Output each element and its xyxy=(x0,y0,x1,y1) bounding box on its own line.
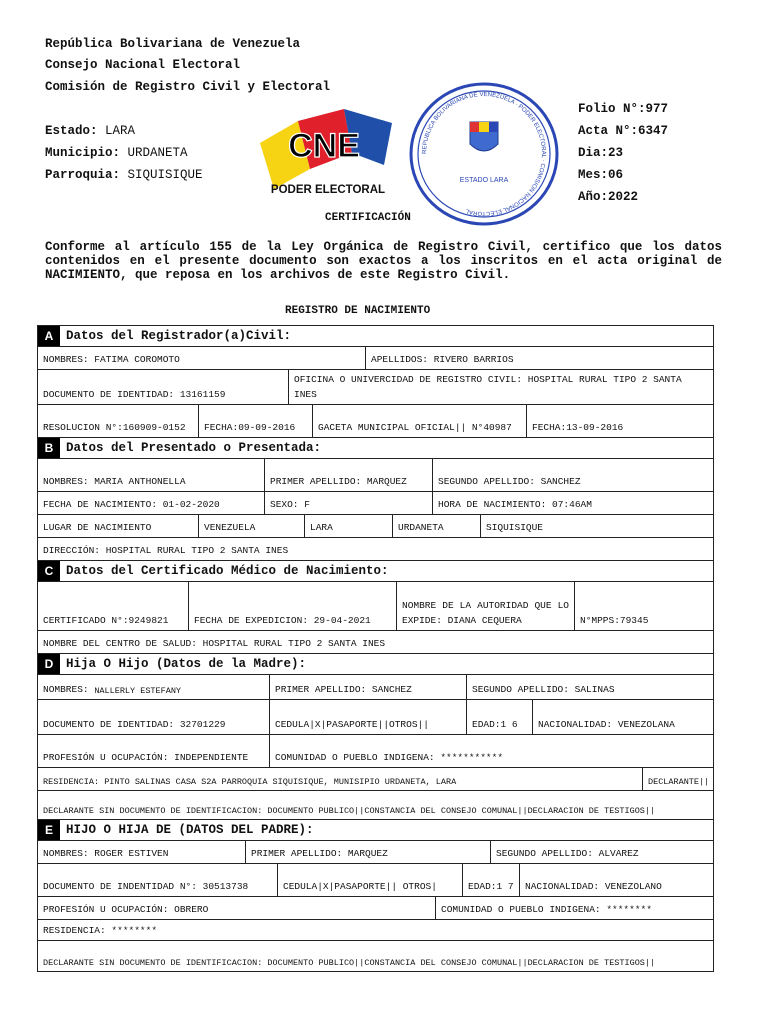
c-row-2 xyxy=(38,630,713,653)
e-segundo-apellido: SEGUNDO APELLIDO: ALVAREZ xyxy=(490,841,713,863)
d-documento: DOCUMENTO DE IDENTIDAD: 32701229 xyxy=(43,719,226,730)
anio: Año:2022 xyxy=(578,190,639,204)
d-nacionalidad: NACIONALIDAD: VENEZOLANA xyxy=(532,700,713,734)
header-line-2: Consejo Nacional Electoral xyxy=(45,58,241,72)
section-b-letter: B xyxy=(38,438,60,458)
municipio-value: URDANETA xyxy=(127,146,188,160)
b-row-2 xyxy=(38,491,713,514)
e-row-3 xyxy=(38,896,713,919)
section-c-header xyxy=(38,560,713,581)
d-profesion: PROFESIÓN U OCUPACIÓN: INDEPENDIENTE xyxy=(43,752,249,763)
b-segundo-apellido: SEGUNDO APELLIDO: SANCHEZ xyxy=(432,459,713,491)
section-d-letter: D xyxy=(38,654,60,674)
b-estado: LARA xyxy=(304,515,392,537)
municipio-line xyxy=(45,146,188,160)
registro-title: REGISTRO DE NACIMIENTO xyxy=(285,305,431,317)
b-nombres: NOMBRES: MARIA ANTHONELLA xyxy=(43,476,186,487)
header-line-3: Comisión de Registro Civil y Electoral xyxy=(45,80,331,94)
e-row-1 xyxy=(38,840,713,863)
a-row-2 xyxy=(38,369,713,404)
section-a-letter: A xyxy=(38,326,60,346)
e-row-4 xyxy=(38,919,713,940)
e-declarante-sin: DECLARANTE SIN DOCUMENTO DE IDENTIFICACION: DOCUMENTO PUBLICO||CONSTANCIA DEL CONSEJO COMUNAL||DECLARACION DE TESTIGOS|| xyxy=(43,958,656,968)
estado-line xyxy=(45,124,135,138)
a-apellidos: APELLIDOS: RIVERO BARRIOS xyxy=(365,347,713,369)
e-documento: DOCUMENTO DE INDENTIDAD N°: 30513738 xyxy=(43,881,249,892)
b-pais: VENEZUELA xyxy=(198,515,304,537)
estado-value: LARA xyxy=(105,124,136,138)
cne-logo xyxy=(252,105,404,199)
e-comunidad: COMUNIDAD O PUEBLO INDIGENA: ******** xyxy=(435,897,713,919)
section-a-title: Datos del Registrador(a)Civil: xyxy=(66,329,292,343)
d-edad: EDAD:1 6 xyxy=(466,700,532,734)
a-row-3 xyxy=(38,404,713,437)
d-row-1 xyxy=(38,674,713,699)
parroquia-value: SIQUISIQUE xyxy=(127,168,203,182)
b-fecha-nacimiento: FECHA DE NACIMIENTO: 01-02-2020 xyxy=(43,499,220,510)
seal-ring-text: REPUBLICA BOLIVARIANA DE VENEZUELA · PODER ELECTORAL · COMISION NACIONAL ELECTORAL xyxy=(421,91,547,217)
d-row-2 xyxy=(38,699,713,734)
folio: Folio N°:977 xyxy=(578,102,669,116)
d-segundo-apellido: SEGUNDO APELLIDO: SALINAS xyxy=(466,675,713,699)
a-fecha2: FECHA:13-09-2016 xyxy=(526,405,713,437)
c-centro-salud: NOMBRE DEL CENTRO DE SALUD: HOSPITAL RURAL TIPO 2 SANTA INES xyxy=(43,638,386,649)
section-c-letter: C xyxy=(38,561,60,581)
logo-text: CNE xyxy=(288,127,360,165)
official-seal xyxy=(408,78,560,230)
c-autoridad: NOMBRE DE LA AUTORIDAD QUE LO EXPIDE: DIANA CEQUERA xyxy=(396,582,574,630)
c-certificado: CERTIFICADO N°:9249821 xyxy=(43,615,169,626)
d-nombres-label: NOMBRES: xyxy=(43,684,89,695)
section-b-title: Datos del Presentado o Presentada: xyxy=(66,441,322,455)
a-documento: DOCUMENTO DE IDENTIDAD: 13161159 xyxy=(43,389,226,400)
b-lugar-label: LUGAR DE NACIMIENTO xyxy=(43,522,152,533)
b-row-3 xyxy=(38,514,713,537)
section-a-header xyxy=(38,326,713,346)
c-mpps: N°MPPS:79345 xyxy=(574,582,713,630)
estado-label: Estado: xyxy=(45,124,98,138)
e-primer-apellido: PRIMER APELLIDO: MARQUEZ xyxy=(245,841,490,863)
e-nombres: NOMBRES: ROGER ESTIVEN xyxy=(43,848,169,859)
section-e-title: HIJO O HIJA DE (DATOS DEL PADRE): xyxy=(66,823,314,837)
parroquia-line xyxy=(45,168,203,182)
b-row-1 xyxy=(38,458,713,491)
header-line-1: República Bolivariana de Venezuela xyxy=(45,37,301,51)
section-d-title: Hija O Hijo (Datos de la Madre): xyxy=(66,657,307,671)
e-cedula: CEDULA|X|PASAPORTE|| OTROS| xyxy=(277,864,462,896)
section-c-title: Datos del Certificado Médico de Nacimiento: xyxy=(66,564,389,578)
a-resolucion: RESOLUCION N°:160909-0152 xyxy=(43,422,186,433)
intro-paragraph: Conforme al artículo 155 de la Ley Orgánica de Registro Civil, certifico que los datos contenidos en el presente documento son exactos a los inscritos en el acta original de NACIMIENTO, que reposa en los archivos de este Registro Civil. xyxy=(45,240,722,282)
section-b-header xyxy=(38,437,713,458)
certificacion-title: CERTIFICACIÓN xyxy=(325,212,411,224)
b-direccion: DIRECCIÓN: HOSPITAL RURAL TIPO 2 SANTA INES xyxy=(43,545,289,556)
d-declarante-sin: DECLARANTE SIN DOCUMENTO DE IDENTIFICACION: DOCUMENTO PUBLICO||CONSTANCIA DEL CONSEJO COMUNAL||DECLARACION DE TESTIGOS|| xyxy=(43,806,656,816)
d-row-5 xyxy=(38,790,713,819)
c-row-1 xyxy=(38,581,713,630)
e-nacionalidad: NACIONALIDAD: VENEZOLANO xyxy=(519,864,713,896)
logo-caption: PODER ELECTORAL xyxy=(270,184,386,196)
d-residencia: RESIDENCIA: PINTO SALINAS CASA S2A PARROQUIA SIQUISIQUE, MUNISIPIO URDANETA, LARA xyxy=(43,777,457,787)
d-comunidad: COMUNIDAD O PUEBLO INDIGENA: *********** xyxy=(269,735,713,767)
section-e-letter: E xyxy=(38,820,60,840)
a-row-1 xyxy=(38,346,713,369)
d-primer-apellido: PRIMER APELLIDO: SANCHEZ xyxy=(269,675,466,699)
e-profesion: PROFESIÓN U OCUPACIÓN: OBRERO xyxy=(43,904,209,915)
b-sexo: SEXO: F xyxy=(264,492,432,514)
mes: Mes:06 xyxy=(578,168,624,182)
b-primer-apellido: PRIMER APELLIDO: MARQUEZ xyxy=(264,459,432,491)
b-row-4 xyxy=(38,537,713,560)
seal-inner-text: ESTADO LARA xyxy=(459,177,509,184)
c-fecha-expedicion: FECHA DE EXPEDICION: 29-04-2021 xyxy=(188,582,396,630)
acta: Acta N°:6347 xyxy=(578,124,669,138)
d-cedula: CEDULA|X|PASAPORTE||OTROS|| xyxy=(269,700,466,734)
a-oficina: OFICINA O UNIVERCIDAD DE REGISTRO CIVIL: HOSPITAL RURAL TIPO 2 SANTA INES xyxy=(288,370,713,404)
b-hora: HORA DE NACIMIENTO: 07:46AM xyxy=(432,492,713,514)
b-municipio: URDANETA xyxy=(392,515,480,537)
e-residencia: RESIDENCIA: ******** xyxy=(43,925,158,936)
b-parroquia: SIQUISIQUE xyxy=(480,515,713,537)
a-fecha: FECHA:09-09-2016 xyxy=(198,405,312,437)
e-row-5 xyxy=(38,940,713,971)
d-nombres xyxy=(38,675,269,699)
a-gaceta: GACETA MUNICIPAL OFICIAL|| N°40987 xyxy=(312,405,526,437)
municipio-label: Municipio: xyxy=(45,146,121,160)
section-e-header xyxy=(38,819,713,840)
d-nombres-value: NALLERLY ESTEFANY xyxy=(94,686,182,696)
d-row-3 xyxy=(38,734,713,767)
a-nombres: NOMBRES: FATIMA COROMOTO xyxy=(43,354,180,365)
section-d-header xyxy=(38,653,713,674)
dia: Dia:23 xyxy=(578,146,624,160)
d-declarante: DECLARANTE|| xyxy=(642,768,713,790)
parroquia-label: Parroquia: xyxy=(45,168,121,182)
main-table xyxy=(37,325,714,972)
d-row-4 xyxy=(38,767,713,790)
e-edad: EDAD:1 7 xyxy=(462,864,519,896)
e-row-2 xyxy=(38,863,713,896)
